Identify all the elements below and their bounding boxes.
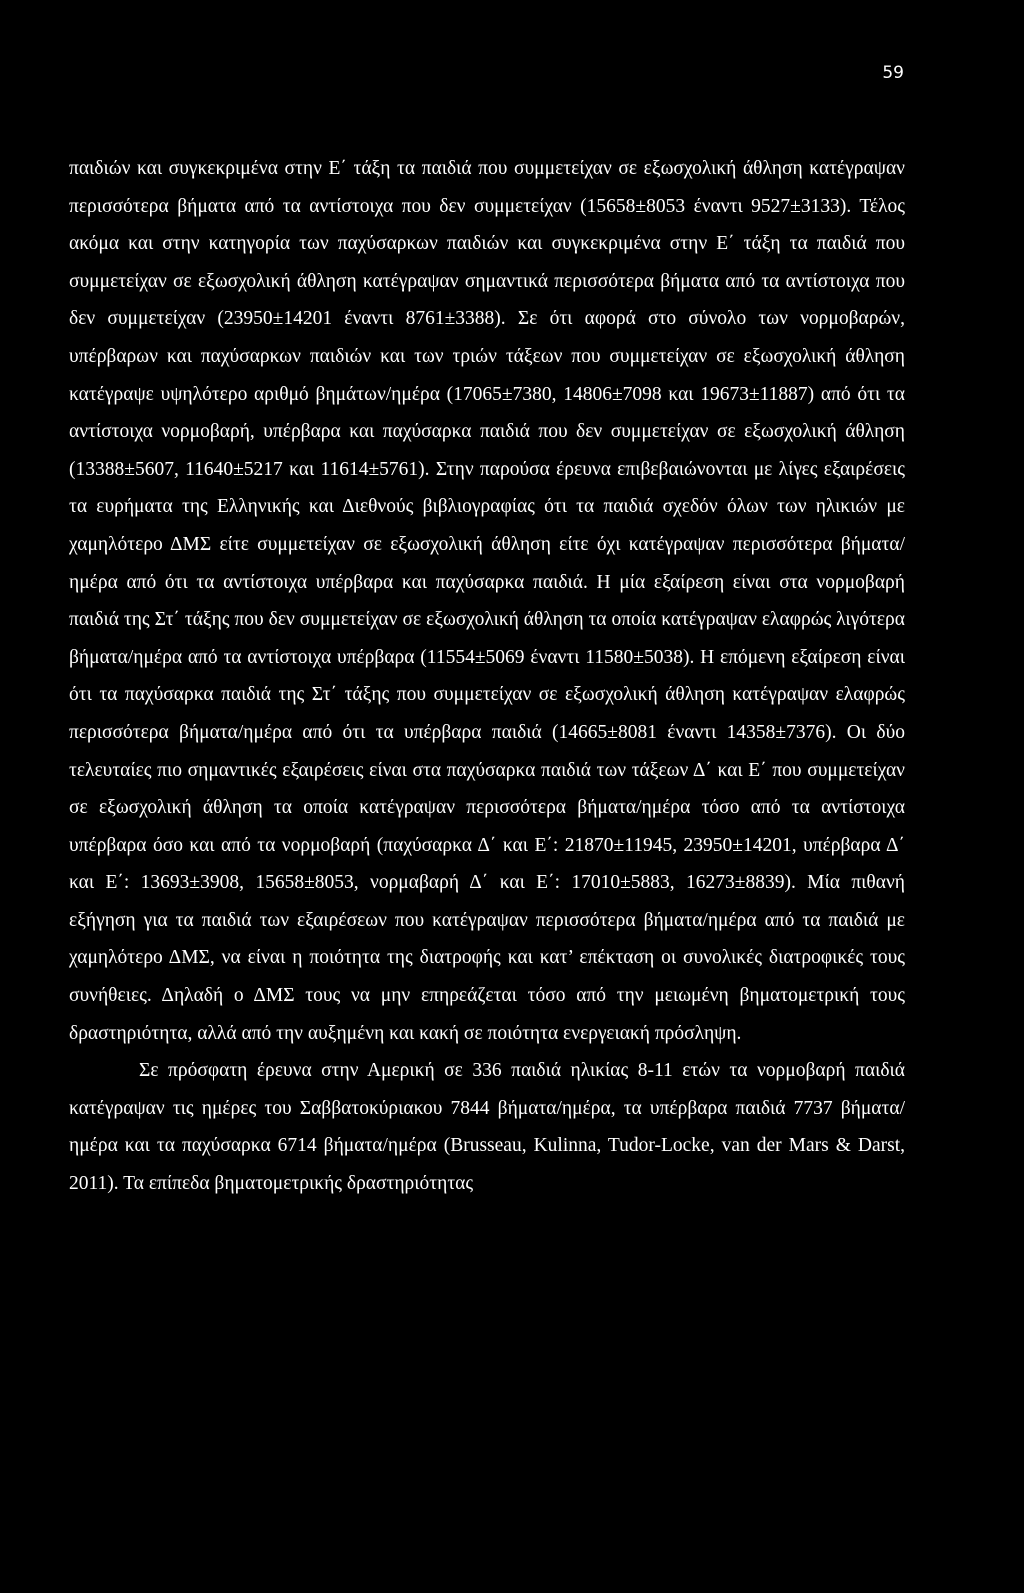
paragraph-continuation: παιδιών και συγκεκριμένα στην Ε΄ τάξη τα παιδιά που συμμετείχαν σε εξωσχολική άθληση κατέγραψαν περισσότερα βήματα από τα αντίστοιχα που δεν συμμετείχαν (15658±8053 έναντι 9527±3133). Τέλος ακόμα και στην κατηγορία των παχύσαρκων παιδιών και συγκεκριμένα στην Ε΄ τάξη τα παιδιά που συμμετείχαν σε εξωσχολική άθληση κατέγραψαν σημαντικά περισσότερα βήματα από τα αντίστοιχα που δεν συμμετείχαν (23950±14201 έναντι 8761±3388). Σε ότι αφορά στο σύνολο των νορμοβαρών, υπέρβαρων και παχύσαρκων παιδιών και των τριών τάξεων που συμμετείχαν σε εξωσχολική άθληση κατέγραψε υψηλότερο αριθμό βημάτων/ημέρα (17065±7380, 14806±7098 και 19673±11887) από ότι τα αντίστοιχα νορμοβαρή, υπέρβαρα και παχύσαρκα παιδιά που δεν συμμετείχαν σε εξωσχολική άθληση (13388±5607, 11640±5217 και 11614±5761). Στην παρούσα έρευνα επιβεβαιώνονται με λίγες εξαιρέσεις τα ευρήματα της Ελληνικής και Διεθνούς βιβλιογραφίας ότι τα παιδιά σχεδόν όλων των ηλικιών με χαμηλότερο ΔΜΣ είτε συμμετείχαν σε εξωσχολική άθληση είτε όχι κατέγραψαν περισσότερα βήματα/ημέρα από ότι τα αντίστοιχα υπέρβαρα και παχύσαρκα παιδιά. Η μία εξαίρεση είναι στα νορμοβαρή παιδιά της Στ΄ τάξης που δεν συμμετείχαν σε εξωσχολική άθληση τα οποία κατέγραψαν ελαφρώς λιγότερα βήματα/ημέρα από τα αντίστοιχα υπέρβαρα (11554±5069 έναντι 11580±5038). Η επόμενη εξαίρεση είναι ότι τα παχύσαρκα παιδιά της Στ΄ τάξης που συμμετείχαν σε εξωσχολική άθληση κατέγραψαν ελαφρώς περισσότερα βήματα/ημέρα από ότι τα υπέρβαρα παιδιά (14665±8081 έναντι 14358±7376). Οι δύο τελευταίες πιο σημαντικές εξαιρέσεις είναι στα παχύσαρκα παιδιά των τάξεων Δ΄ και Ε΄ που συμμετείχαν σε εξωσχολική άθληση τα οποία κατέγραψαν περισσότερα βήματα/ημέρα τόσο από τα αντίστοιχα υπέρβαρα όσο και από τα νορμοβαρή (παχύσαρκα Δ΄ και Ε΄: 21870±11945, 23950±14201, υπέρβαρα Δ΄ και Ε΄: 13693±3908, 15658±8053, νορμαβαρή Δ΄ και Ε΄: 17010±5883, 16273±8839). Μία πιθανή εξήγηση για τα παιδιά των εξαιρέσεων που κατέγραψαν περισσότερα βήματα/ημέρα από τα παιδιά με χαμηλότερο ΔΜΣ, να είναι η ποιότητα της διατροφής και κατ’ επέκταση οι συνολικές διατροφικές τους συνήθειες. Δηλαδή ο ΔΜΣ τους να μην επηρεάζεται τόσο από την μειωμένη βηματομετρική τους δραστηριότητα, αλλά από την αυξημένη και κακή σε ποιότητα ενεργειακή πρόσληψη. xyxy=(69,158,905,1044)
document-body xyxy=(69,150,905,1203)
paragraph-american-study: Σε πρόσφατη έρευνα στην Αμερική σε 336 παιδιά ηλικίας 8-11 ετών τα νορμοβαρή παιδιά κατέγραψαν τις ημέρες του Σαββατοκύριακου 7844 βήματα/ημέρα, τα υπέρβαρα παιδιά 7737 βήματα/ημέρα και τα παχύσαρκα 6714 βήματα/ημέρα (Brusseau, Kulinna, Tudor-Locke, van der Mars & Darst, 2011). Τα επίπεδα βηματομετρικής δραστηριότητας xyxy=(69,1060,905,1195)
page-number: 59 xyxy=(882,63,904,83)
